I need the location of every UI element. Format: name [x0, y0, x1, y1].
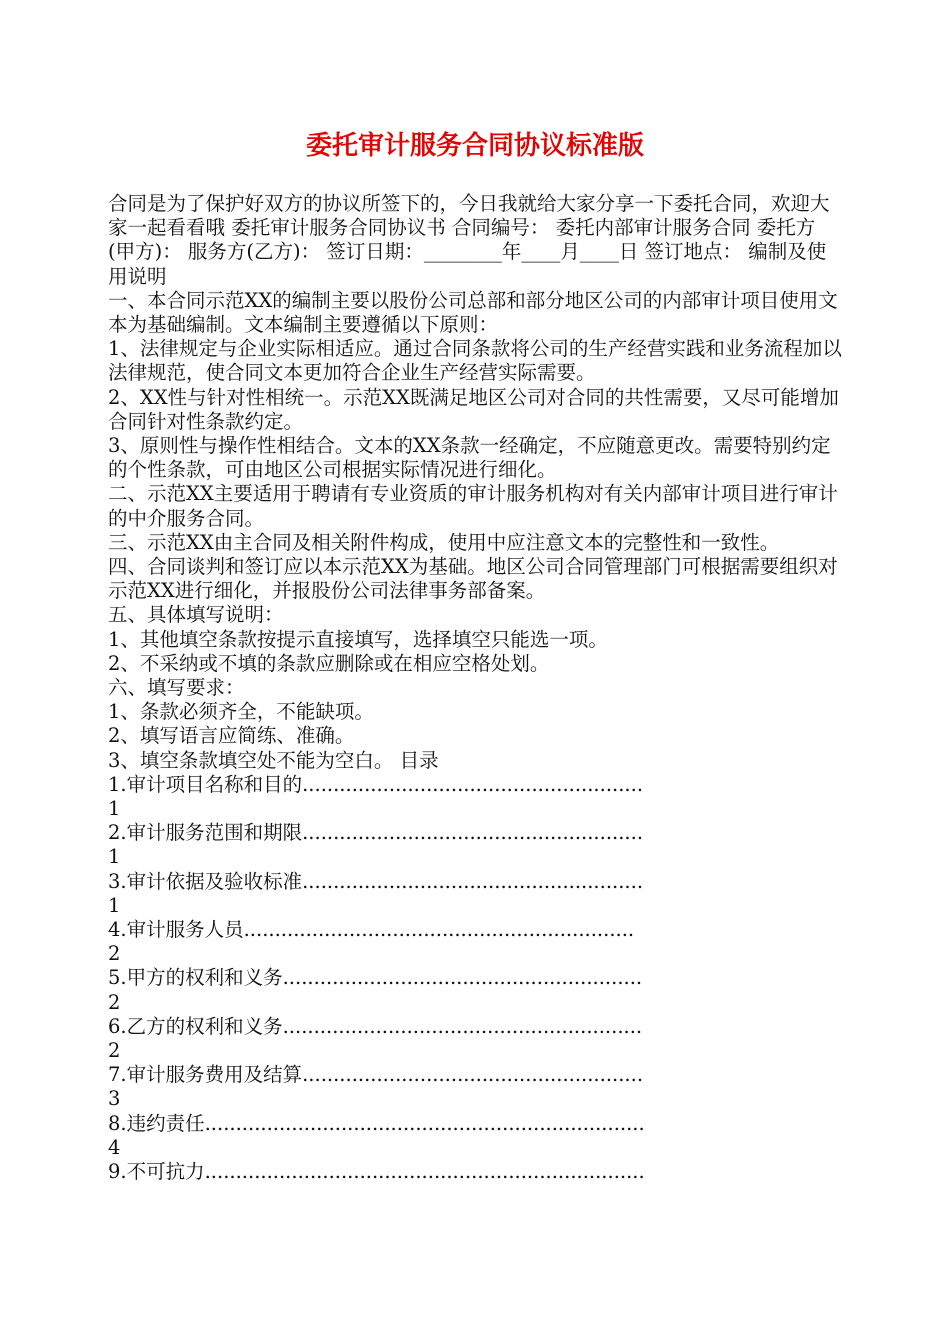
document-body: [108, 192, 842, 1208]
toc-entry-page: 4: [108, 1135, 121, 1159]
toc-entry: [108, 918, 842, 966]
paragraph: 五、具体填写说明：: [108, 603, 284, 627]
paragraph: 2、XX性与针对性相统一。示范XX既满足地区公司对合同的共性需要，又尽可能增加合同针对性条款约定。: [108, 385, 839, 433]
toc-entry-page: 1: [108, 797, 121, 821]
toc-entry: [108, 1112, 842, 1160]
toc-entry-page: 2: [108, 990, 121, 1014]
toc-entry-page: 3: [108, 1087, 121, 1111]
paragraph: 二、示范XX主要适用于聘请有专业资质的审计服务机构对有关内部审计项目进行审计的中介服务合同。: [108, 482, 838, 530]
document-title: 委托审计服务合同协议标准版: [305, 131, 644, 161]
paragraph: 3、填空条款填空处不能为空白。 目录: [108, 748, 439, 772]
paragraph: 1、条款必须齐全，不能缺项。: [108, 700, 374, 724]
paragraph: 一、本合同示范XX的编制主要以股份公司总部和部分地区公司的内部审计项目使用文本为基础编制。文本编制主要遵循以下原则：: [108, 288, 838, 337]
paragraph: 1、其他填空条款按提示直接填写，选择填空只能选一项。: [108, 627, 608, 651]
paragraph: 2、填写语言应简练、准确。: [108, 724, 355, 748]
toc-entry: [108, 966, 842, 1014]
paragraph: 3、原则性与操作性相结合。文本的XX条款一经确定，不应随意更改。需要特别约定的个性条款，可由地区公司根据实际情况进行细化。: [108, 434, 831, 482]
paragraph: 2、不采纳或不填的条款应删除或在相应空格处划。: [108, 651, 550, 675]
toc-entry-title: 3.审计依据及验收标准.......................................................: [108, 869, 644, 893]
toc-entry: [108, 1160, 842, 1208]
toc-entry: [108, 773, 842, 821]
toc-entry-page: 2: [108, 1039, 121, 1063]
toc-entry-title: 9.不可抗力.......................................................................: [108, 1160, 645, 1183]
toc-entry-page: 1: [108, 893, 121, 917]
table-of-contents: [108, 773, 842, 1209]
toc-entry: [108, 1015, 842, 1063]
toc-entry-title: 4.审计服务人员...............................................................: [108, 918, 635, 942]
toc-entry: [108, 821, 842, 869]
toc-entry-title: 5.甲方的权利和义务..........................................................: [108, 966, 643, 990]
toc-entry-title: 8.违约责任.......................................................................: [108, 1111, 645, 1135]
toc-entry-title: 7.审计服务费用及结算.......................................................: [108, 1063, 644, 1087]
paragraph: 六、填写要求：: [108, 676, 245, 700]
intro-paragraph: 合同是为了保护好双方的协议所签下的，今日我就给大家分享一下委托合同，欢迎大家一起看看哦 委托审计服务合同协议书 合同编号： 委托内部审计服务合同 委托方(甲方)： 服务方(乙方)： 签订日期：________年____月____日 签订地点： 编制及使用说明: [108, 192, 830, 288]
toc-entry-page: 2: [108, 942, 121, 966]
toc-entry: [108, 870, 842, 918]
paragraph: 1、法律规定与企业实际相适应。通过合同条款将公司的生产经营实践和业务流程加以法律规范，使合同文本更加符合企业生产经营实际需要。: [108, 337, 842, 385]
toc-entry: [108, 1063, 842, 1111]
toc-entry-title: 2.审计服务范围和期限.......................................................: [108, 821, 644, 845]
toc-entry-title: 1.审计项目名称和目的.......................................................: [108, 772, 644, 796]
paragraph: 四、合同谈判和签订应以本示范XX为基础。地区公司合同管理部门可根据需要组织对示范XX进行细化，并报股份公司法律事务部备案。: [108, 555, 838, 603]
toc-entry-page: 1: [108, 845, 121, 869]
paragraph: 三、示范XX由主合同及相关附件构成，使用中应注意文本的完整性和一致性。: [108, 530, 780, 554]
toc-entry-title: 6.乙方的权利和义务..........................................................: [108, 1014, 643, 1038]
toc-entry-page: [108, 1184, 842, 1208]
